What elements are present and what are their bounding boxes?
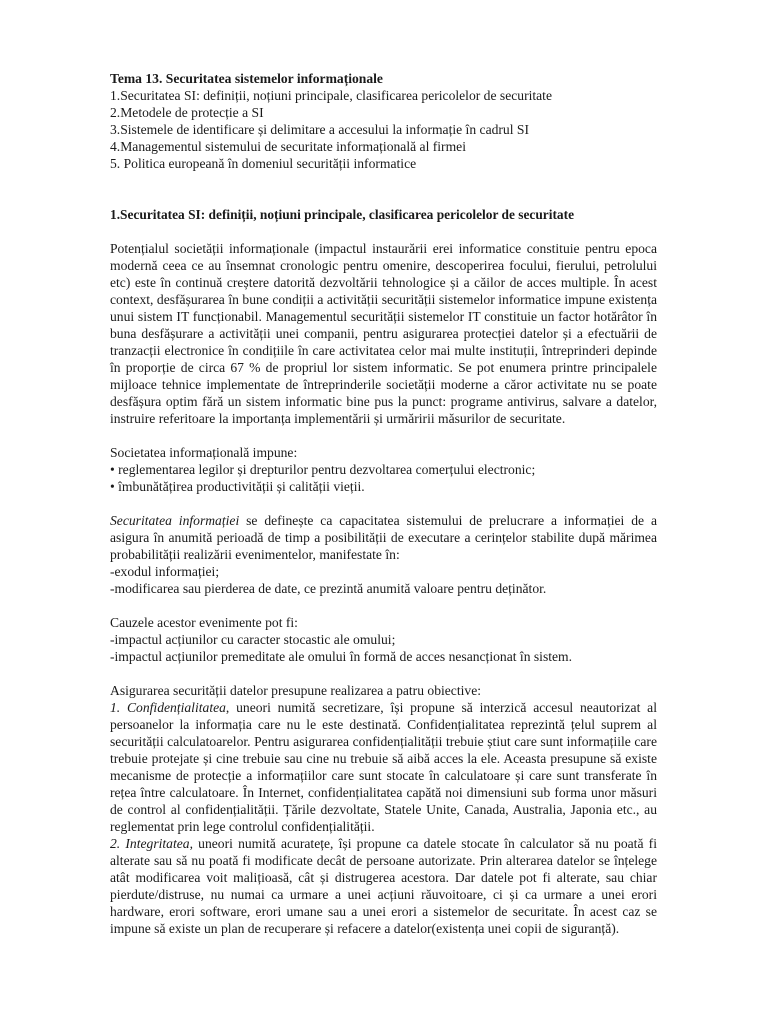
toc-item-2: 2.Metodele de protecție a SI <box>110 105 264 120</box>
document-title: Tema 13. Securitatea sistemelor informaționale <box>110 71 383 86</box>
section-heading: 1.Securitatea SI: definiții, noțiuni principale, clasificarea pericolelor de securitate <box>110 207 575 222</box>
objective-text: , uneori numită acuratețe, își propune ca datele stocate în calculator să nu poată fi alterate sau să nu poată fi modificate decât de persoane autorizate. Prin alterarea datelor se înțelege atât modificarea voit malițioasă, cât și distrugerea acestora. Dar datele pot fi alterate, sau chiar pierdute/distruse, nu numai ca urmare a unei acțiuni răuvoitoare, ci și ca urmare a unei erori hardware, erori software, erori umane sau a unei erori a sistemelor de securitate. În acest caz se impune să existe un plan de recuperare și refacere a datelor(existența unei copii de siguranță). <box>110 836 657 936</box>
society-intro: Societatea informațională impune: <box>110 445 298 460</box>
definition-item: -modificarea sau pierderea de date, ce prezintă anumită valoare pentru deținător. <box>110 581 547 596</box>
document-page <box>110 70 657 937</box>
bullet-item: • reglementarea legilor și drepturilor pentru dezvoltarea comerțului electronic; <box>110 462 536 477</box>
spacer <box>110 172 657 206</box>
definition-paragraph <box>110 512 657 563</box>
objectives-intro: Asigurarea securității datelor presupune realizarea a patru obiective: <box>110 683 482 698</box>
definition-item: -exodul informației; <box>110 564 220 579</box>
causes-intro: Cauzele acestor evenimente pot fi: <box>110 615 298 630</box>
spacer <box>110 495 657 512</box>
objective-confidentiality <box>110 699 657 835</box>
toc-item-3: 3.Sistemele de identificare și delimitare a accesului la informație în cadrul SI <box>110 122 529 137</box>
bullet-item: • îmbunătățirea productivității și calității vieții. <box>110 479 365 494</box>
spacer <box>110 665 657 682</box>
objective-term: 1. Confidențialitatea <box>110 700 226 715</box>
definition-text: se definește ca capacitatea sistemului de prelucrare a informației de a asigura în anumită perioadă de timp a posibilității de executare a cerințelor stabilite după mărimea probabilității realizării evenimentelor, manifestate în: <box>110 513 657 562</box>
objective-text: , uneori numită secretizare, își propune să interzică accesul neautorizat al persoanelor la informația care nu le este destinată. Confidențialitatea reprezintă țelul suprem al securității calculatoarelor. Pentru asigurarea confidențialității trebuie știut care sunt informațiile care trebuie protejate și cine trebuie sau cine nu trebuie să aibă acces la ele. Aceasta presupune să existe mecanisme de protecție a informațiilor care sunt stocate în calculatoare și care sunt transferate în rețea între calculatoare. În Internet, confidențialitatea capătă noi dimensiuni sub forma unor măsuri de control al confidențialității. Țările dezvoltate, Statele Unite, Canada, Australia, Japonia etc., au reglementat prin lege controlul confidențialității. <box>110 700 657 834</box>
objective-term: 2. Integritatea <box>110 836 190 851</box>
spacer <box>110 223 657 240</box>
toc-item-4: 4.Managementul sistemului de securitate informațională al firmei <box>110 139 466 154</box>
spacer <box>110 427 657 444</box>
objective-integrity <box>110 835 657 937</box>
cause-item: -impactul acțiunilor cu caracter stocastic ale omului; <box>110 632 396 647</box>
definition-term: Securitatea informației <box>110 513 240 528</box>
spacer <box>110 597 657 614</box>
paragraph-intro: Potențialul societății informaționale (impactul instaurării erei informatice constituie pentru epoca modernă ceea ce au însemnat cronologic pentru omenire, descoperirea focului, fierului, petrolului etc) este în continuă creștere datorită dezvoltării tehnologice și a căilor de acces multiple. În acest context, desfășurarea în bune condiții a activității securității sistemelor informatice impune existența unui sistem IT funcționabil. Managementul securității sistemelor IT constituie un factor hotărâtor în buna desfășurare a activității unei companii, pentru asigurarea protecției datelor și a efectuării de tranzacții electronice în condițiile în care activitatea celor mai multe instituții, întreprinderi depinde în proporție de circa 67 % de propriul lor sistem informatic. Se pot enumera printre principalele mijloace tehnice implementate de întreprinderile societății moderne a căror activitate nu se poate desfășura optim fără un sistem informatic bine pus la punct: programe antivirus, salvare a datelor, instruire referitoare la importanța implementării și urmăririi măsurilor de securitate. <box>110 241 657 426</box>
toc-item-5: 5. Politica europeană în domeniul securității informatice <box>110 156 417 171</box>
cause-item: -impactul acțiunilor premeditate ale omului în formă de acces nesancționat în sistem. <box>110 649 573 664</box>
toc-item-1: 1.Securitatea SI: definiții, noțiuni principale, clasificarea pericolelor de securitate <box>110 88 552 103</box>
